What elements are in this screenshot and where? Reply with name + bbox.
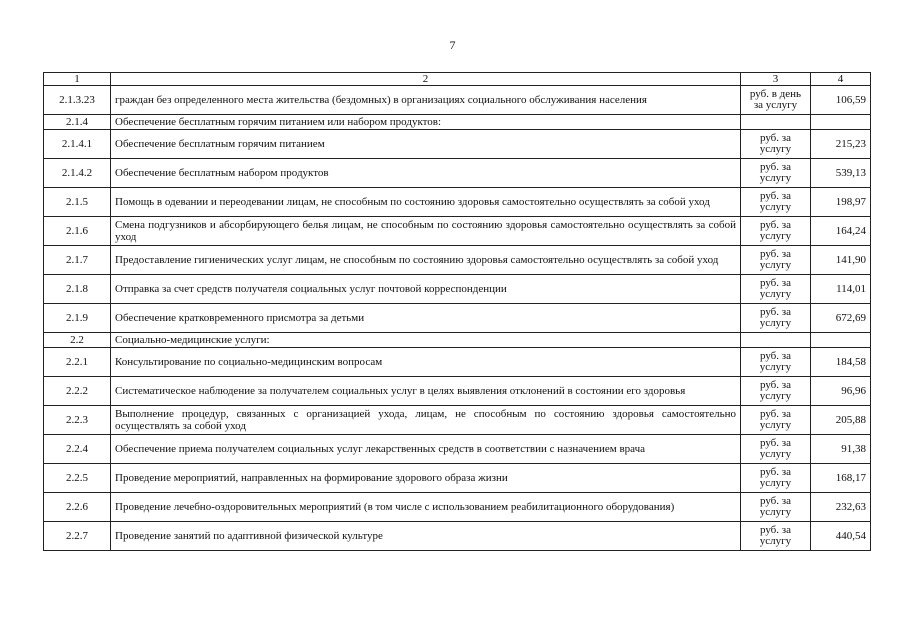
- service-name-cell: Отправка за счет средств получателя социальных услуг почтовой корреспонденции: [111, 275, 741, 304]
- service-name-cell: Смена подгузников и абсорбирующего белья лицам, не способным по состоянию здоровья самостоятельно осуществлять за собой уход: [111, 217, 741, 246]
- header-col-3: 3: [741, 73, 811, 86]
- price-cell: 168,17: [811, 464, 871, 493]
- service-code-cell: 2.1.4: [44, 115, 111, 130]
- table-row: [44, 217, 871, 246]
- price-cell: 91,38: [811, 435, 871, 464]
- table-row: [44, 493, 871, 522]
- unit-cell: руб. за услугу: [741, 435, 811, 464]
- service-name-cell: Консультирование по социально-медицинским вопросам: [111, 348, 741, 377]
- unit-cell: руб. за услугу: [741, 217, 811, 246]
- unit-cell: руб. за услугу: [741, 130, 811, 159]
- service-name-cell: Обеспечение кратковременного присмотра за детьми: [111, 304, 741, 333]
- unit-cell: руб. за услугу: [741, 377, 811, 406]
- price-cell: 114,01: [811, 275, 871, 304]
- price-cell: 96,96: [811, 377, 871, 406]
- service-code-cell: 2.1.7: [44, 246, 111, 275]
- unit-cell: [741, 333, 811, 348]
- service-name-cell: Систематическое наблюдение за получателем социальных услуг в целях выявления отклонений в состоянии его здоровья: [111, 377, 741, 406]
- service-name-cell: Обеспечение бесплатным набором продуктов: [111, 159, 741, 188]
- table-group-row: [44, 333, 871, 348]
- service-code-cell: 2.2.4: [44, 435, 111, 464]
- price-cell: 198,97: [811, 188, 871, 217]
- service-code-cell: 2.2.5: [44, 464, 111, 493]
- table-row: [44, 348, 871, 377]
- table-row: [44, 522, 871, 551]
- unit-cell: руб. за услугу: [741, 188, 811, 217]
- table-row: [44, 435, 871, 464]
- service-code-cell: 2.2.2: [44, 377, 111, 406]
- service-name-cell: граждан без определенного места жительства (бездомных) в организациях социального обслуживания населения: [111, 86, 741, 115]
- price-cell: 106,59: [811, 86, 871, 115]
- unit-cell: руб. за услугу: [741, 522, 811, 551]
- page-number: 7: [449, 38, 456, 52]
- price-cell: 215,23: [811, 130, 871, 159]
- table-group-row: [44, 115, 871, 130]
- table-row: [44, 130, 871, 159]
- service-name-cell: Проведение мероприятий, направленных на формирование здорового образа жизни: [111, 464, 741, 493]
- tariff-table-body: [44, 73, 871, 551]
- service-name-cell: Проведение занятий по адаптивной физической культуре: [111, 522, 741, 551]
- service-name-cell: Социально-медицинские услуги:: [111, 333, 741, 348]
- service-code-cell: 2.2.3: [44, 406, 111, 435]
- header-col-2: 2: [111, 73, 741, 86]
- service-code-cell: 2.1.8: [44, 275, 111, 304]
- header-col-1: 1: [44, 73, 111, 86]
- unit-cell: руб. за услугу: [741, 159, 811, 188]
- price-cell: 440,54: [811, 522, 871, 551]
- table-row: [44, 377, 871, 406]
- service-code-cell: 2.1.4.2: [44, 159, 111, 188]
- service-code-cell: 2.1.5: [44, 188, 111, 217]
- price-cell: [811, 333, 871, 348]
- unit-cell: руб. в день за услугу: [741, 86, 811, 115]
- table-row: [44, 304, 871, 333]
- service-code-cell: 2.2.7: [44, 522, 111, 551]
- unit-cell: [741, 115, 811, 130]
- service-code-cell: 2.2: [44, 333, 111, 348]
- service-name-cell: Обеспечение бесплатным горячим питанием: [111, 130, 741, 159]
- table-row: [44, 246, 871, 275]
- service-name-cell: Помощь в одевании и переодевании лицам, не способным по состоянию здоровья самостоятельно осуществлять за собой уход: [111, 188, 741, 217]
- table-row: [44, 464, 871, 493]
- service-name-cell: Обеспечение приема получателем социальных услуг лекарственных средств в соответствии с назначением врача: [111, 435, 741, 464]
- unit-cell: руб. за услугу: [741, 246, 811, 275]
- table-row: [44, 86, 871, 115]
- table-row: [44, 275, 871, 304]
- unit-cell: руб. за услугу: [741, 348, 811, 377]
- price-cell: [811, 115, 871, 130]
- service-code-cell: 2.2.1: [44, 348, 111, 377]
- header-col-4: 4: [811, 73, 871, 86]
- price-cell: 205,88: [811, 406, 871, 435]
- table-row: [44, 188, 871, 217]
- table-row: [44, 406, 871, 435]
- service-code-cell: 2.1.3.23: [44, 86, 111, 115]
- price-cell: 539,13: [811, 159, 871, 188]
- unit-cell: руб. за услугу: [741, 464, 811, 493]
- price-cell: 232,63: [811, 493, 871, 522]
- price-cell: 672,69: [811, 304, 871, 333]
- service-name-cell: Обеспечение бесплатным горячим питанием или набором продуктов:: [111, 115, 741, 130]
- table-row: [44, 159, 871, 188]
- service-code-cell: 2.1.9: [44, 304, 111, 333]
- service-code-cell: 2.2.6: [44, 493, 111, 522]
- price-cell: 141,90: [811, 246, 871, 275]
- unit-cell: руб. за услугу: [741, 275, 811, 304]
- table-header-row: [44, 73, 871, 86]
- service-name-cell: Выполнение процедур, связанных с организацией ухода, лицам, не способным по состоянию здоровья самостоятельно осуществлять за собой уход: [111, 406, 741, 435]
- tariff-table: [43, 72, 871, 551]
- unit-cell: руб. за услугу: [741, 493, 811, 522]
- unit-cell: руб. за услугу: [741, 304, 811, 333]
- service-name-cell: Предоставление гигиенических услуг лицам, не способным по состоянию здоровья самостоятельно осуществлять за собой уход: [111, 246, 741, 275]
- service-code-cell: 2.1.6: [44, 217, 111, 246]
- price-cell: 164,24: [811, 217, 871, 246]
- service-code-cell: 2.1.4.1: [44, 130, 111, 159]
- unit-cell: руб. за услугу: [741, 406, 811, 435]
- service-name-cell: Проведение лечебно-оздоровительных мероприятий (в том числе с использованием реабилитационного оборудования): [111, 493, 741, 522]
- price-cell: 184,58: [811, 348, 871, 377]
